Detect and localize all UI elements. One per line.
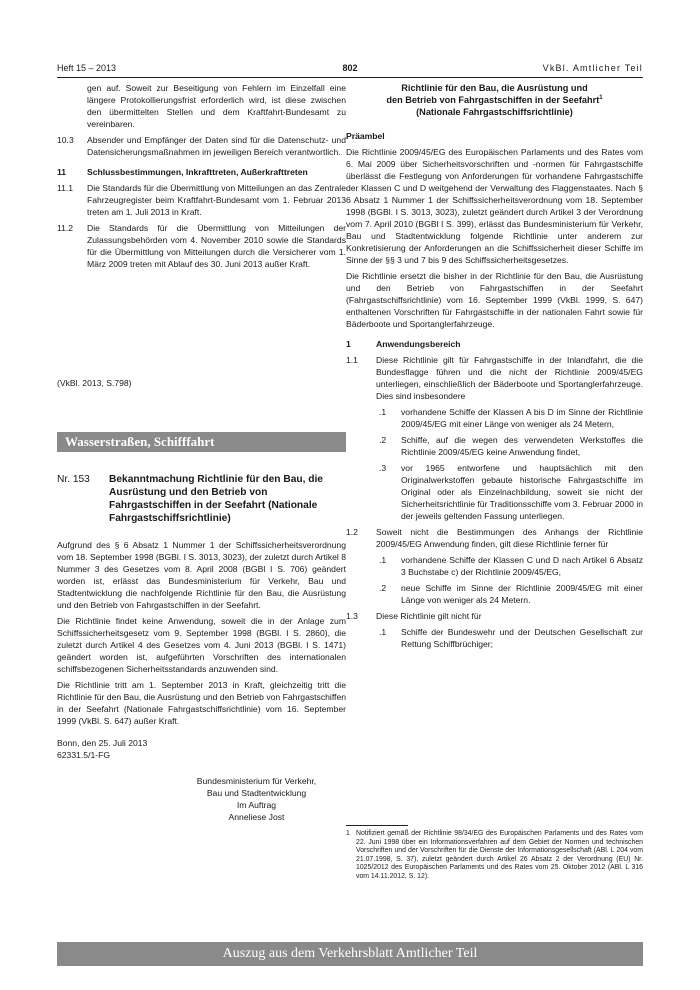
subitem-1-2-2: .2 neue Schiffe im Sinne der Richtlinie 2009/45/EG mit einer Länge von weniger als 24 Metern.	[379, 583, 643, 605]
item-1-1: 1.1 Diese Richtlinie gilt für Fahrgastschiffe in der Inlandfahrt, die die Bundesflagge führen und die nicht der Richtlinie 2009/45/EG unterliegen, einschließlich der Bäderboote und Sportanglerfahrzeuge. Dies sind insbesondere	[346, 355, 643, 401]
right-column	[346, 82, 643, 654]
section-11-heading: 11 Schlussbestimmungen, Inkrafttreten, Außerkrafttreten	[57, 167, 308, 177]
announcement	[57, 473, 346, 823]
announcement-number: Nr. 153	[57, 474, 90, 485]
preamble-paragraph-1: Die Richtlinie 2009/45/EG des Europäischen Parlaments und des Rates vom 6. Mai 2009 über Sicherheitsvorschriften und -normen für Fahrgastschiffe überlässt die Festlegung von Anforderungen für vorhandene Fahrgastschiffe der Klassen C und D weitgehend der Verwaltung des Flaggenstaates. Nach § 6 Absatz 1 Nummer 1 der Schiffssicherheitsverordnung vom 18. September 1998 (BGBl. I S. 3013, 3023), zuletzt geändert durch Artikel 3 der Verordnung vom 7. April 2010 (BGBl I S. 399), erlässt das Bundesministerium für Verkehr, Bau und Stadtentwicklung folgende Richtlinie unter anderem zur Konkretisierung der Anforderungen an die Schiffssicherheit dieser Schiffe im Sinne der §§ 3 und 7 bis 9 des Schiffssicherheitsgesetzes.	[346, 147, 643, 265]
paragraph-2: Die Richtlinie findet keine Anwendung, soweit die in der Anlage zum Schiffssicherheitsgesetz vom 9. September 1998 (BGBl. I S. 2860), die zuletzt durch Artikel 4 des Gesetzes vom 4. Juni 2013 (BGBl. I S. 1471) geändert worden ist, aufgeführten Vorschriften des internationalen schiffsbezogenen Sicherheitsstandards anzuwenden sind.	[57, 616, 346, 674]
signatory-name: Anneliese Jost	[228, 812, 285, 822]
subitem-1-1-2: .2 Schiffe, auf die wegen des verwendeten Werkstoffes die Richtlinie 2009/45/EG keine Anwendung findet,	[379, 435, 643, 457]
subitem-1-1-3: .3 vor 1965 entworfene und hauptsächlich mit den Originalwerkstoffen gebaute historische Fahrgastschiffe im Original oder als Einzelnachbildung, soweit sie nicht der Sicherheitsrichtlinie für Traditionsschiffe vom 3. Februar 2000 in der jeweils geltenden Fassung unterliegen.	[379, 463, 644, 521]
item-1-2: 1.2 Soweit nicht die Bestimmungen des Anhangs der Richtlinie 2009/45/EG Anwendung finden, gilt diese Richtlinie ferner für	[346, 527, 643, 549]
footnote-rule	[346, 825, 408, 826]
signature-block: Bundesministerium für Verkehr, Bau und Stadtentwicklung Im Auftrag Anneliese Jost	[57, 775, 346, 823]
footnote-marker: 1	[599, 94, 603, 101]
preamble-paragraph-2: Die Richtlinie ersetzt die bisher in der Richtlinie für den Bau, die Ausrüstung und den Betrieb von Fahrgastschiffen in der Seefahrt (Fahrgastschiffsrichtlinie) vom 16. September 1999 (VkBl. 1999, S. 647) enthaltenen Vorschriften für Fahrgastschiffe in der nationalen Fahrt sowie für Bäderboote und Sportanglerfahrzeuge.	[346, 271, 643, 329]
place-date: Bonn, den 25. Juli 2013	[57, 738, 148, 748]
section-1-heading: 1 Anwendungsbereich	[346, 339, 461, 349]
item-11-2: 11.2 Die Standards für die Übermittlung von Mitteilungen der Zulassungsbehörden vom 4. November 2010 sowie die Standards für die Übermittlung von Mitteilungen durch die Versicherer vom 1. März 2009 treten mit Ablauf des 30. Juni 2013 außer Kraft.	[57, 223, 346, 269]
footer-banner: Auszug aus dem Verkehrsblatt Amtlicher Teil	[57, 942, 643, 966]
announcement-title: Nr. 153 Bekanntmachung Richtlinie für den Bau, die Ausrüstung und den Betrieb von Fahrgastschiffen in der Seefahrt (Nationale Fahrgastschiffsrichtlinie)	[57, 474, 323, 524]
page-number: 802	[342, 63, 358, 73]
subitem-1-1-1: .1 vorhandene Schiffe der Klassen A bis D im Sinne der Richtlinie 2009/45/EG mit einer Länge von weniger als 24 Metern,	[379, 407, 643, 429]
guideline-title: Richtlinie für den Bau, die Ausrüstung und den Betrieb von Fahrgastschiffen in der Seefahrt$^1$ (Nationale Fahrgastschiffsrichtlinie)	[386, 83, 603, 117]
item-11-1: 11.1 Die Standards für die Übermittlung von Mitteilungen an das Zentrale Fahrzeugregister beim Kraftfahrt-Bundesamt vom 1. Februar 2013 treten am 1. Juli 2013 in Kraft.	[57, 183, 346, 217]
reference-number: 62331.5/1-FG	[57, 750, 111, 760]
journal-label: VkBl. Amtlicher Teil	[542, 63, 643, 73]
continued-text: gen auf. Soweit zur Beseitigung von Fehlern im Einzelfall eine längere Protokollierungsfrist erforderlich wird, ist diese zwischen den übermittelten Stellen und dem Kraftfahrt-Bundesamt zu vereinbaren.	[87, 83, 346, 129]
footnote-number: 1	[346, 830, 350, 837]
issue-label: Heft 15 – 2013	[57, 63, 117, 73]
item-10-3: 10.3 Absender und Empfänger der Daten sind für die Datenschutz- und Datensicherungsmaßnahmen im jeweiligen Bereich verantwortlich.	[57, 135, 346, 157]
running-header	[57, 63, 643, 77]
item-1-3: 1.3 Diese Richtlinie gilt nicht für	[346, 611, 482, 621]
subitem-1-2-1: .1 vorhandene Schiffe der Klassen C und D nach Artikel 6 Absatz 3 Buchstabe c) der Richtlinie 2009/45/EG,	[379, 555, 643, 577]
preamble-heading: Präambel	[346, 131, 385, 141]
left-column-top	[57, 82, 346, 274]
citation: (VkBl. 2013, S.798)	[57, 378, 132, 388]
section-banner: Wasserstraßen, Schifffahrt	[57, 432, 346, 452]
paragraph-3: Die Richtlinie tritt am 1. September 2013 in Kraft, gleichzeitig tritt die Richtlinie für den Bau, die Ausrüstung und den Betrieb von Fahrgastschiffen in der Seefahrt (Nationale Fahrgastschiffsrichtlinie) vom 16. September 1999 (VkBl. S. 647) außer Kraft.	[57, 680, 346, 726]
header-rule	[57, 77, 643, 78]
footnote: 1 Notifiziert gemäß der Richtlinie 98/34/EG des Europäischen Parlaments und des Rates vom 22. Juni 1998 über ein Informationsverfahren auf dem Gebiet der Normen und technischen Vorschriften und der Vorschriften für die Dienste der Informationsgesellschaft (ABl. L 204 vom 21.07.1998, S. 37), zuletzt geändert durch Artikel 26 Absatz 2 der Verordnung (EU) Nr. 1025/2012 des Europäischen Parlaments und des Rates vom 25. Oktober 2012 (ABl. L 316 vom 14.11.2012, S. 12).	[346, 830, 643, 880]
subitem-1-3-1: .1 Schiffe der Bundeswehr und der Deutschen Gesellschaft zur Rettung Schiffbrüchiger;	[379, 627, 643, 649]
paragraph-1: Aufgrund des § 6 Absatz 1 Nummer 1 der Schiffssicherheitsverordnung vom 18. September 1998 (BGBl. I S. 3013, 3023), der zuletzt durch Artikel 8 Nummer 3 des Gesetzes vom 8. April 2008 (BGBl I S. 706) geändert worden ist, erlässt das Bundesministerium für Verkehr, Bau und Stadtentwicklung die nachfolgende Richtlinie für den Bau, die Ausrüstung und den Betrieb von Fahrgastschiffen in der Seefahrt.	[57, 540, 346, 610]
